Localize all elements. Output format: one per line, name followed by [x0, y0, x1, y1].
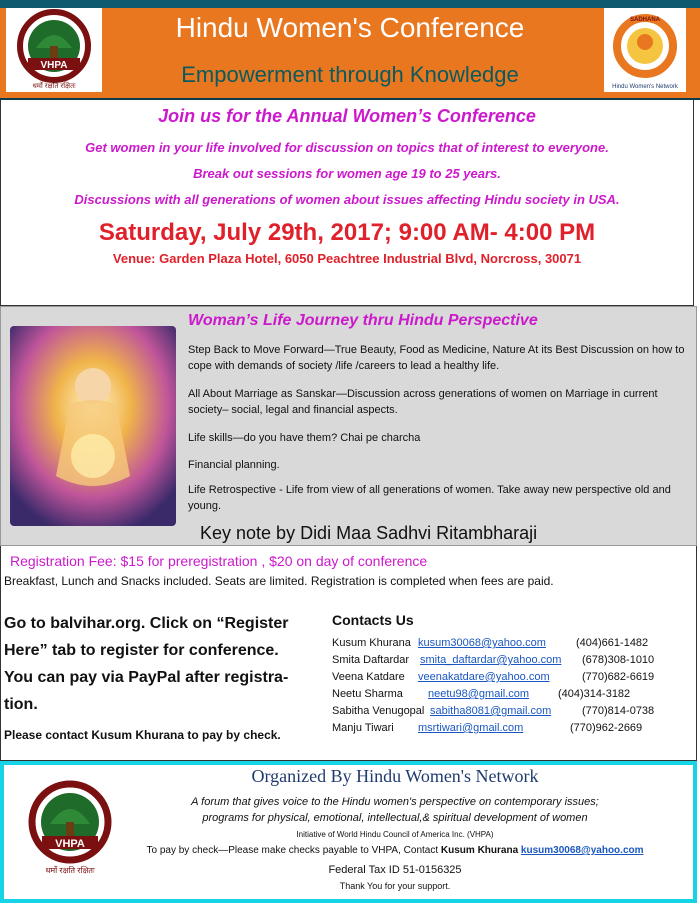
pay-by-check-prefix: To pay by check—Please make checks payable to VHPA, Contact — [146, 845, 441, 856]
register-instructions-line: tion. — [4, 696, 38, 713]
contact-phone: (770)814-0738 — [582, 705, 655, 717]
program-topic: Life Retrospective - Life from view of all generations of women. Take away new perspective old and young. — [188, 484, 671, 512]
contact-email-link[interactable]: neetu98@gmail.com — [428, 688, 530, 700]
contact-name: Veena Katdare — [332, 671, 405, 683]
program-topic: Step Back to Move Forward—True Beauty, Food as Medicine, Nature At its Best Discussion on how to cope with demands of society /life /careers to lead a healthy life. — [188, 344, 685, 372]
vhpa-badge-text: VHPA — [55, 838, 85, 850]
vhpa-seal-logo — [18, 778, 122, 878]
contacts-heading: Contacts Us — [332, 612, 414, 628]
contact-email-link[interactable]: msrtiwari@gmail.com — [418, 722, 524, 734]
registration-fee: Registration Fee: $15 for preregistration , $20 on day of conference — [10, 553, 428, 569]
contact-phone: (770)682-6619 — [582, 671, 655, 683]
register-instructions-line: Here” tab to register for conference. — [4, 642, 279, 659]
federal-tax-id: Federal Tax ID 51-0156325 — [328, 864, 462, 876]
goddess-artwork-image — [10, 326, 176, 526]
vhpa-motto-text: धर्मो रक्षति रक्षितः — [45, 866, 95, 875]
vhpa-seal-logo — [6, 8, 102, 92]
organizer-title: Organized By Hindu Women's Network — [251, 766, 539, 786]
announcement-line-2: Break out sessions for women age 19 to 25 years. — [193, 166, 501, 181]
pay-contact-email-link[interactable]: kusum30068@yahoo.com — [520, 845, 644, 856]
contact-email-link[interactable]: smita_daftardar@yahoo.com — [420, 654, 562, 666]
contact-phone: (404)314-3182 — [558, 688, 631, 700]
logo-right-caption: Hindu Women's Network — [612, 84, 678, 90]
program-title: Woman’s Life Journey thru Hindu Perspective — [188, 312, 538, 329]
vhpa-motto-text: धर्मो रक्षति रक्षितः — [32, 83, 76, 90]
register-instructions — [4, 610, 322, 718]
forum-description-line-2: programs for physical, emotional, intellectual,& spiritual development of women — [202, 812, 588, 824]
contact-name: Smita Daftardar — [332, 654, 410, 666]
contact-name: Kusum Khurana — [332, 637, 411, 649]
contact-email-link[interactable]: sabitha8081@gmail.com — [430, 705, 552, 717]
contact-email-link[interactable]: kusum30068@yahoo.com — [418, 637, 546, 649]
contact-name: Neetu Sharma — [332, 688, 403, 700]
announcement-heading: Join us for the Annual Women’s Conference — [158, 106, 536, 126]
initiative-note: Initiative of World Hindu Council of America Inc. (VHPA) — [296, 830, 494, 839]
contact-name: Manju Tiwari — [332, 722, 394, 734]
program-topic: Financial planning. — [188, 459, 280, 471]
pay-by-check-info — [130, 845, 660, 856]
program-topic: Life skills—do you have them? Chai pe charcha — [188, 432, 421, 444]
contact-email-link[interactable]: veenakatdare@yahoo.com — [418, 671, 550, 683]
hindu-womens-network-logo — [604, 8, 686, 92]
thank-you-note: Thank You for your support. — [339, 881, 451, 891]
event-date-time: Saturday, July 29th, 2017; 9:00 AM- 4:00 PM — [98, 219, 596, 246]
logo-right-top-text: SADHANA — [630, 17, 660, 23]
vhpa-badge-text: VHPA — [40, 60, 68, 71]
register-instructions-line: Go to balvihar.org. Click on “Register — [4, 615, 289, 632]
pay-by-check-note: Please contact Kusum Khurana to pay by check. — [4, 728, 281, 742]
contact-phone: (678)308-1010 — [582, 654, 655, 666]
event-venue: Venue: Garden Plaza Hotel, 6050 Peachtree Industrial Blvd, Norcross, 30071 — [112, 251, 582, 266]
forum-description-line-1: A forum that gives voice to the Hindu women's perspective on contemporary issues; — [191, 796, 599, 808]
contact-phone: (404)661-1482 — [576, 637, 649, 649]
contact-phone: (770)962-2669 — [570, 722, 643, 734]
announcement-line-3: Discussions with all generations of women about issues affecting Hindu society in USA. — [74, 192, 620, 207]
register-instructions-line: You can pay via PayPal after registra- — [4, 669, 289, 686]
page-subtitle: Empowerment through Knowledge — [181, 62, 519, 87]
announcement-line-1: Get women in your life involved for discussion on topics that of interest to everyone. — [85, 140, 609, 155]
contact-name: Sabitha Venugopal — [332, 705, 425, 717]
page-title: Hindu Women's Conference — [175, 12, 525, 43]
registration-note: Breakfast, Lunch and Snacks included. Seats are limited. Registration is completed when fees are paid. — [4, 574, 554, 588]
keynote-speaker: Key note by Didi Maa Sadhvi Ritambharaji — [200, 523, 538, 543]
pay-contact-name: Kusum Khurana — [440, 845, 519, 856]
header-top-strip — [0, 0, 700, 8]
program-topic: All About Marriage as Sanskar—Discussion across generations of women on Marriage in current society– social, legal and financial aspects. — [188, 388, 658, 416]
